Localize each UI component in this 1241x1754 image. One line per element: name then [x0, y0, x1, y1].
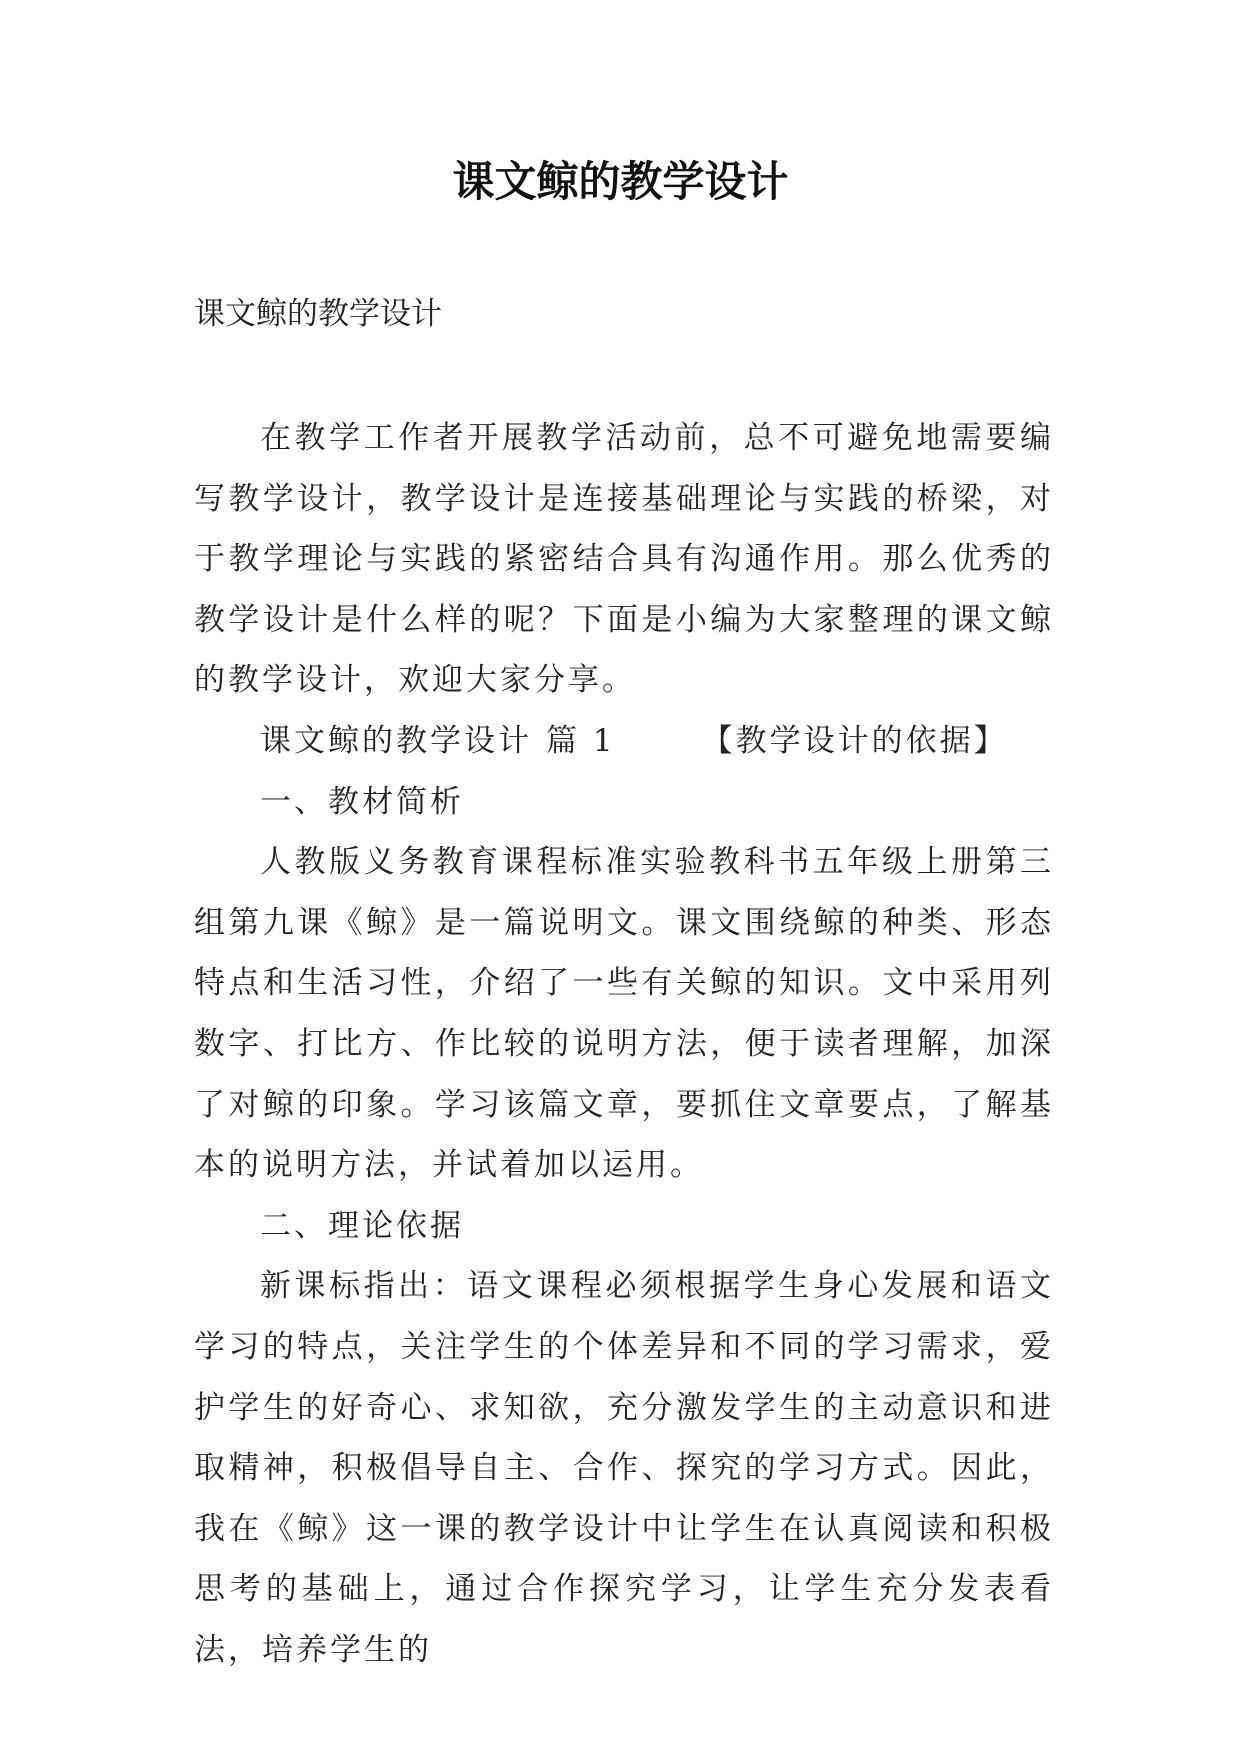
- document-body: [194, 408, 1054, 1680]
- heading-theoretical-basis: 二、理论依据: [260, 1207, 464, 1244]
- section-number: 篇 1: [546, 722, 616, 759]
- intro-paragraph: 在教学工作者开展教学活动前，总不可避免地需要编写教学设计，教学设计是连接基础理论与实践的桥梁，对于教学理论与实践的紧密结合具有沟通作用。那么优秀的教学设计是什么样的呢？下面是小编为大家整理的课文鲸的教学设计，欢迎大家分享。: [194, 420, 1054, 699]
- heading-textbook-analysis: 一、教材简析: [260, 783, 464, 820]
- document-title: 课文鲸的教学设计: [452, 157, 789, 206]
- textbook-analysis-paragraph: 人教版义务教育课程标准实验教科书五年级上册第三组第九课《鲸》是一篇说明文。课文围绕鲸的种类、形态特点和生活习性，介绍了一些有关鲸的知识。文中采用列数字、打比方、作比较的说明方法，便于读者理解，加深了对鲸的印象。学习该篇文章，要抓住文章要点，了解基本的说明方法，并试着加以运用。: [194, 844, 1054, 1184]
- section-title-line: [194, 711, 1054, 772]
- section-label: 课文鲸的教学设计: [260, 722, 532, 759]
- document-subtitle: 课文鲸的教学设计: [194, 296, 442, 332]
- theoretical-basis-paragraph: 新课标指出：语文课程必须根据学生身心发展和语文学习的特点，关注学生的个体差异和不同的学习需求，爱护学生的好奇心、求知欲，充分激发学生的主动意识和进取精神，积极倡导自主、合作、探究的学习方式。因此，我在《鲸》这一课的教学设计中让学生在认真阅读和积极思考的基础上，通过合作探究学习，让学生充分发表看法，培养学生的: [194, 1268, 1054, 1668]
- section-heading: 【教学设计的依据】: [701, 722, 1008, 759]
